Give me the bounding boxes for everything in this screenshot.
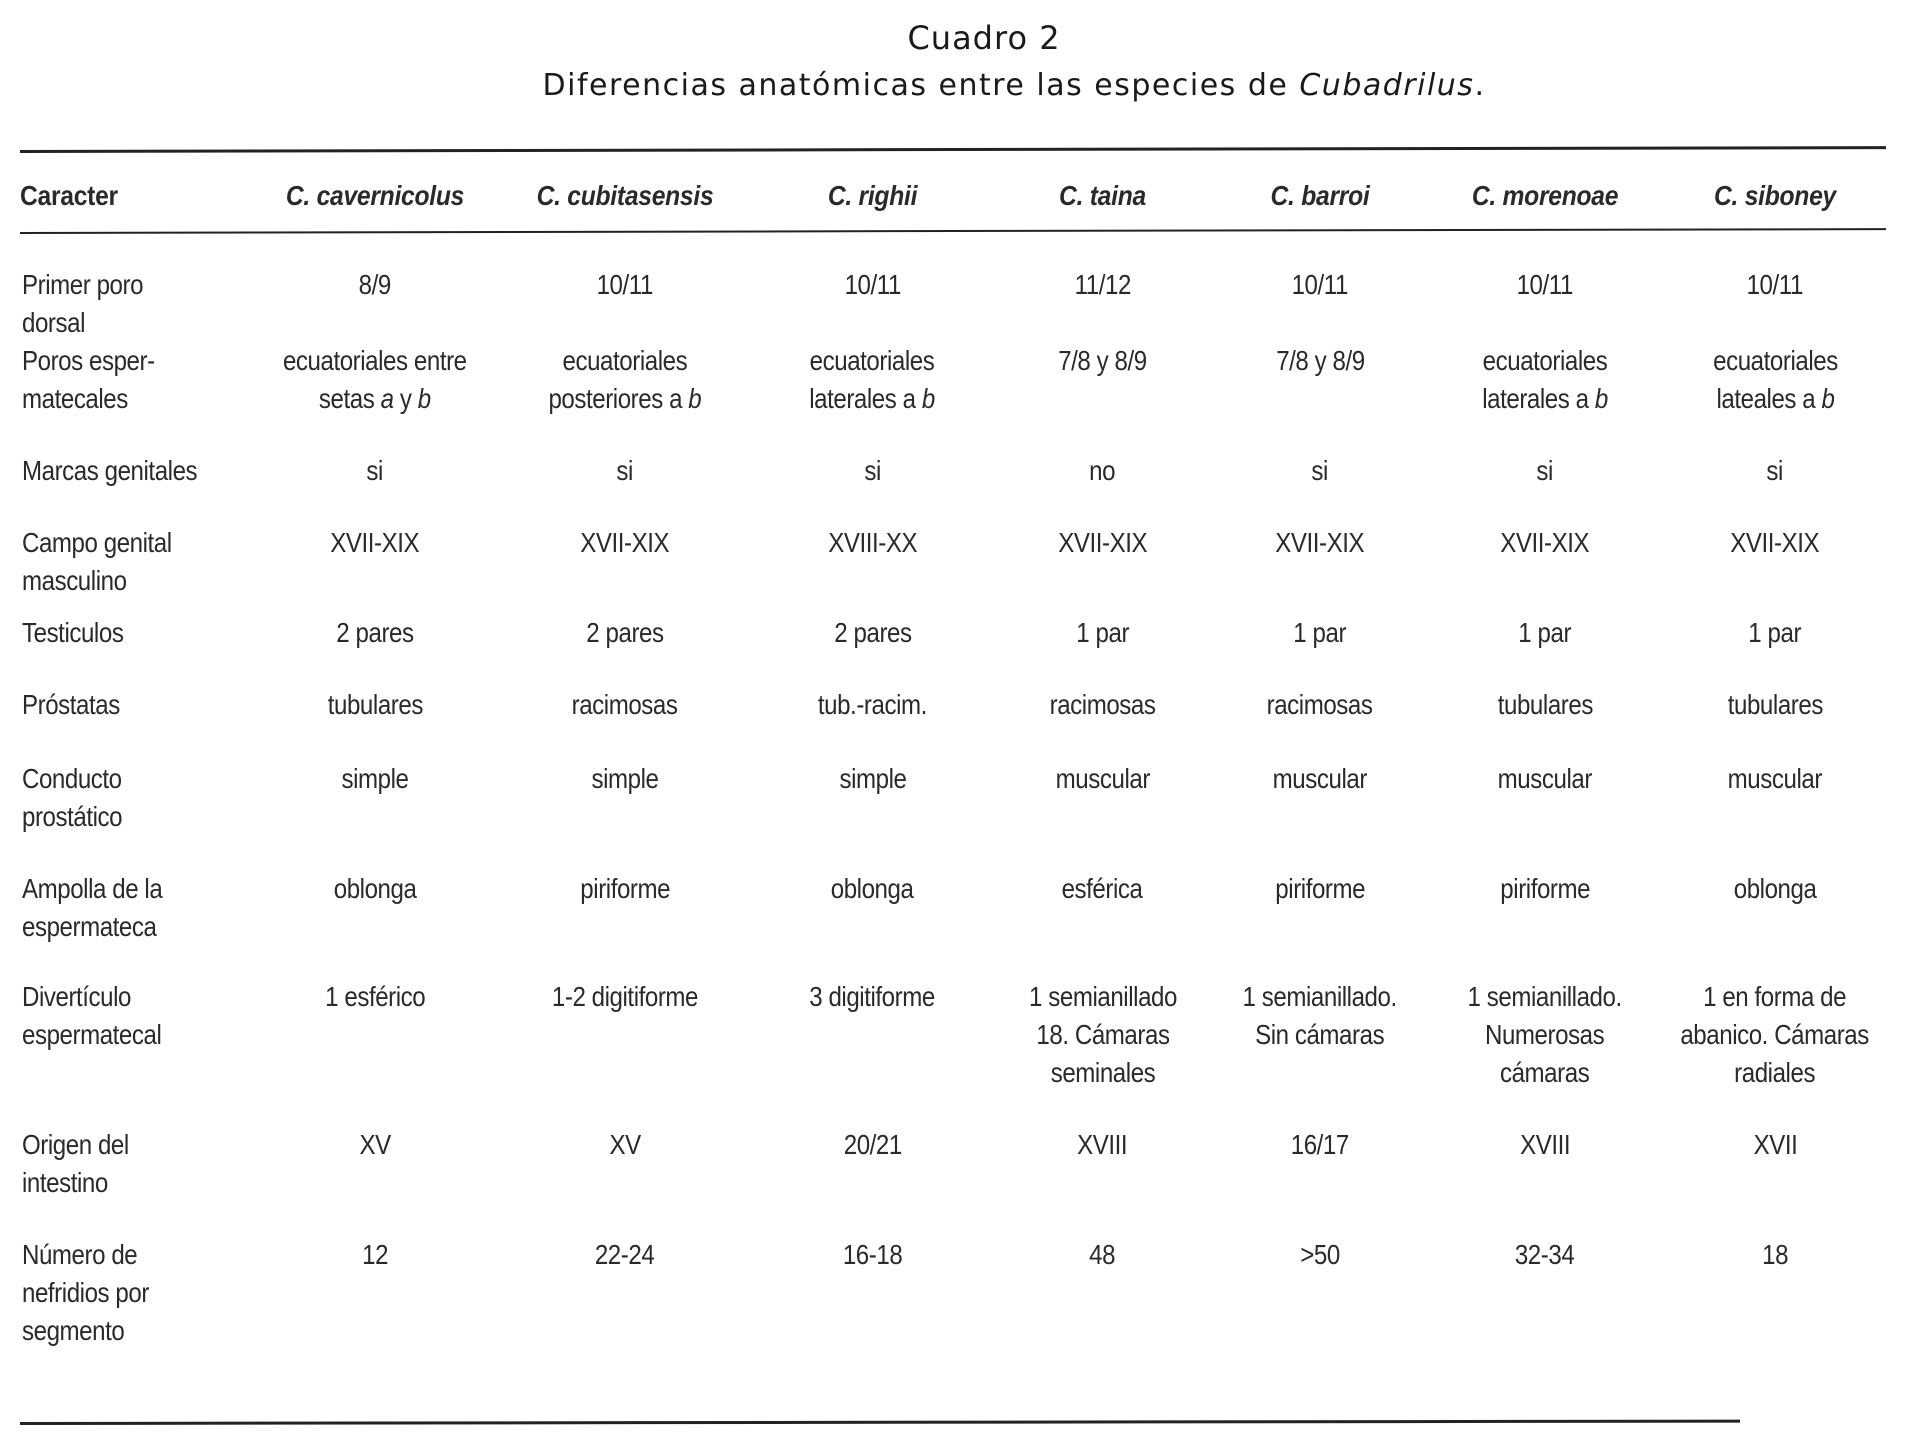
cell-text: si bbox=[616, 455, 634, 486]
table-cell bbox=[750, 978, 995, 1126]
cell-text: 20/21 bbox=[843, 1129, 902, 1160]
cell-text: XVII-XIX bbox=[1058, 527, 1147, 558]
cell-text: esférica bbox=[1062, 873, 1143, 904]
table-cell bbox=[995, 760, 1210, 870]
cell-text: tubulares bbox=[327, 689, 423, 720]
table-cell bbox=[750, 1126, 995, 1236]
cell-text: 48 bbox=[1089, 1239, 1116, 1270]
row-label bbox=[20, 760, 250, 870]
table-cell bbox=[1210, 452, 1430, 524]
table-row bbox=[20, 1126, 1890, 1236]
row-label-text: Campo genital masculino bbox=[22, 527, 172, 596]
table-cell bbox=[995, 524, 1210, 614]
cell-text: tub.-racim. bbox=[817, 689, 928, 720]
table-cell bbox=[995, 686, 1210, 760]
subtitle-genus: Cubadrilus bbox=[1299, 68, 1475, 103]
header-species: C. siboney bbox=[1714, 180, 1836, 211]
cell-text: ecuatoriales posteriores a b bbox=[548, 345, 702, 414]
table-cell bbox=[1210, 342, 1430, 452]
table-cell bbox=[250, 870, 500, 978]
table-row bbox=[20, 760, 1890, 870]
table-cell bbox=[250, 1236, 500, 1354]
table-cell bbox=[750, 524, 995, 614]
table-cell bbox=[750, 760, 995, 870]
table-cell bbox=[500, 524, 750, 614]
cell-text: simple bbox=[591, 763, 659, 794]
cell-text: 22-24 bbox=[595, 1239, 655, 1270]
table-cell bbox=[500, 686, 750, 760]
table-cell bbox=[1660, 870, 1890, 978]
row-label bbox=[20, 614, 250, 686]
cell-text: 16-18 bbox=[842, 1239, 903, 1270]
cell-text: tubulares bbox=[1497, 689, 1593, 720]
table-cell bbox=[250, 978, 500, 1126]
table-cell bbox=[1210, 870, 1430, 978]
table-cell bbox=[1660, 524, 1890, 614]
table-cell bbox=[995, 232, 1210, 342]
row-label bbox=[20, 524, 250, 614]
table-cell bbox=[250, 686, 500, 760]
subtitle-period: . bbox=[1474, 68, 1486, 103]
table-cell bbox=[1210, 232, 1430, 342]
cell-text: 10/11 bbox=[596, 269, 654, 300]
cell-text: oblonga bbox=[831, 873, 914, 904]
table-cell bbox=[500, 232, 750, 342]
cell-text: muscular bbox=[1727, 763, 1823, 794]
header-species: C. righii bbox=[827, 180, 918, 211]
cell-text: piriforme bbox=[1500, 873, 1590, 904]
header-species: C. cavernicolus bbox=[285, 180, 465, 211]
cell-text: 1 par bbox=[1748, 617, 1802, 648]
cell-text: XVII-XIX bbox=[1500, 527, 1590, 558]
table-cell bbox=[500, 342, 750, 452]
table-cell bbox=[750, 870, 995, 978]
cell-text: 2 pares bbox=[833, 617, 912, 648]
table-row bbox=[20, 342, 1890, 452]
table-row bbox=[20, 686, 1890, 760]
table-cell bbox=[750, 232, 995, 342]
table-cell bbox=[995, 978, 1210, 1126]
table-cell bbox=[500, 760, 750, 870]
table-cell bbox=[1660, 342, 1890, 452]
table-cell bbox=[1210, 1236, 1430, 1354]
table-cell bbox=[1430, 232, 1660, 342]
table-cell bbox=[500, 1236, 750, 1354]
cell-text: 11/12 bbox=[1074, 269, 1131, 300]
cell-text: ecuatoriales laterales a b bbox=[1482, 345, 1608, 414]
header-species: C. cubitasensis bbox=[536, 180, 714, 211]
cell-text: simple bbox=[341, 763, 409, 794]
table-cell bbox=[1430, 686, 1660, 760]
table-cell bbox=[750, 614, 995, 686]
table-cell bbox=[1210, 760, 1430, 870]
cell-text: 7/8 y 8/9 bbox=[1058, 345, 1147, 376]
cell-text: XVII bbox=[1753, 1129, 1797, 1160]
table-body bbox=[20, 232, 1890, 1354]
row-label bbox=[20, 452, 250, 524]
table-cell bbox=[750, 452, 995, 524]
cell-text: 1 esférico bbox=[324, 981, 426, 1012]
cell-text: XVII-XIX bbox=[580, 527, 670, 558]
table-cell bbox=[1430, 614, 1660, 686]
table-row bbox=[20, 452, 1890, 524]
table-cell bbox=[1660, 232, 1890, 342]
cell-text: si bbox=[864, 455, 881, 486]
cell-text: XV bbox=[609, 1129, 641, 1160]
table-row bbox=[20, 870, 1890, 978]
table-cell bbox=[500, 614, 750, 686]
table-row bbox=[20, 1236, 1890, 1354]
header-species: C. taina bbox=[1059, 180, 1146, 211]
cell-text: 1 semianillado 18. Cámaras seminales bbox=[1028, 981, 1177, 1088]
table-caption bbox=[0, 18, 1908, 108]
table-cell bbox=[1430, 760, 1660, 870]
table-cell bbox=[1660, 1236, 1890, 1354]
cell-text: muscular bbox=[1272, 763, 1368, 794]
table-cell bbox=[1430, 1236, 1660, 1354]
cell-text: XV bbox=[359, 1129, 391, 1160]
table-cell bbox=[500, 978, 750, 1126]
table-cell bbox=[1430, 978, 1660, 1126]
row-label bbox=[20, 870, 250, 978]
row-label bbox=[20, 1126, 250, 1236]
table-cell bbox=[1660, 978, 1890, 1126]
cell-text: racimosas bbox=[1049, 689, 1156, 720]
cell-text: 2 pares bbox=[586, 617, 664, 648]
table-cell bbox=[995, 342, 1210, 452]
table-cell bbox=[1430, 452, 1660, 524]
cell-text: ecuatoriales laterales a b bbox=[809, 345, 936, 414]
row-label bbox=[20, 342, 250, 452]
header-caracter: Caracter bbox=[20, 180, 118, 211]
cell-text: >50 bbox=[1300, 1239, 1340, 1270]
cell-text: 18 bbox=[1762, 1239, 1788, 1270]
table-cell bbox=[250, 232, 500, 342]
cell-text: ecuatoriales entre setas a y b bbox=[283, 345, 467, 414]
cell-text: tubulares bbox=[1727, 689, 1823, 720]
table-cell bbox=[1660, 760, 1890, 870]
cell-text: XVII-XIX bbox=[330, 527, 420, 558]
row-label-text: Ampolla de la espermateca bbox=[22, 873, 163, 942]
cell-text: oblonga bbox=[1733, 873, 1817, 904]
cell-text: no bbox=[1089, 455, 1116, 486]
row-label-text: Testiculos bbox=[22, 617, 124, 648]
table-cell bbox=[750, 1236, 995, 1354]
table-header-row bbox=[20, 160, 1890, 232]
row-label bbox=[20, 1236, 250, 1354]
cell-text: 1 semianillado. Numerosas cámaras bbox=[1467, 981, 1623, 1088]
row-label bbox=[20, 686, 250, 760]
table-cell bbox=[995, 1236, 1210, 1354]
row-label-text: Número de nefridios por segmento bbox=[22, 1239, 149, 1346]
table-cell bbox=[250, 614, 500, 686]
cell-text: 10/11 bbox=[1746, 269, 1804, 300]
cell-text: 3 digitiforme bbox=[809, 981, 936, 1012]
table-cell bbox=[250, 760, 500, 870]
cell-text: 1 par bbox=[1518, 617, 1572, 648]
cell-text: si bbox=[366, 455, 384, 486]
cell-text: 1 en forma de abanico. Cámaras radiales bbox=[1680, 981, 1870, 1088]
row-label-text: Poros esper- matecales bbox=[22, 345, 155, 414]
cell-text: XVIII-XX bbox=[828, 527, 917, 558]
row-label-text: Divertículo espermatecal bbox=[22, 981, 162, 1050]
table-cell bbox=[1660, 614, 1890, 686]
table-cell bbox=[1210, 978, 1430, 1126]
cell-text: 7/8 y 8/9 bbox=[1275, 345, 1365, 376]
table-cell bbox=[1430, 524, 1660, 614]
cell-text: 12 bbox=[362, 1239, 388, 1270]
header-species: C. morenoae bbox=[1471, 180, 1619, 211]
cell-text: 10/11 bbox=[844, 269, 901, 300]
row-label bbox=[20, 978, 250, 1126]
cell-text: muscular bbox=[1055, 763, 1150, 794]
cell-text: 2 pares bbox=[336, 617, 414, 648]
table-cell bbox=[1660, 1126, 1890, 1236]
table-cell bbox=[1660, 452, 1890, 524]
table-cell bbox=[995, 614, 1210, 686]
row-label-text: Primer poro dorsal bbox=[22, 269, 144, 338]
cell-text: oblonga bbox=[333, 873, 417, 904]
cell-text: 10/11 bbox=[1516, 269, 1574, 300]
table-cell bbox=[1430, 1126, 1660, 1236]
cell-text: 1 semianillado. Sin cámaras bbox=[1242, 981, 1398, 1050]
table-row bbox=[20, 978, 1890, 1126]
cell-text: 32-34 bbox=[1515, 1239, 1575, 1270]
row-label-text: Conducto prostático bbox=[22, 763, 123, 832]
row-label-text: Marcas genitales bbox=[22, 455, 198, 486]
header-species: C. barroi bbox=[1270, 180, 1370, 211]
cell-text: XVII-XIX bbox=[1730, 527, 1820, 558]
table-cell bbox=[500, 452, 750, 524]
cell-text: XVIII bbox=[1519, 1129, 1571, 1160]
table-cell bbox=[1210, 614, 1430, 686]
cell-text: XVIII bbox=[1077, 1129, 1128, 1160]
cell-text: 16/17 bbox=[1290, 1129, 1350, 1160]
table-cell bbox=[750, 342, 995, 452]
cell-text: 1-2 digitiforme bbox=[551, 981, 699, 1012]
table-row bbox=[20, 232, 1890, 342]
cell-text: 8/9 bbox=[358, 269, 392, 300]
cell-text: si bbox=[1536, 455, 1554, 486]
table-cell bbox=[1210, 524, 1430, 614]
table-cell bbox=[250, 524, 500, 614]
table-cell bbox=[1210, 1126, 1430, 1236]
table-cell bbox=[750, 686, 995, 760]
table-row bbox=[20, 614, 1890, 686]
table-cell bbox=[250, 342, 500, 452]
table-cell bbox=[1430, 342, 1660, 452]
cell-text: racimosas bbox=[1267, 689, 1373, 720]
table-top-rule bbox=[20, 146, 1886, 153]
table-cell bbox=[1430, 870, 1660, 978]
cell-text: ecuatoriales lateales a b bbox=[1712, 345, 1838, 414]
subtitle-text: Diferencias anatómicas entre las especies de bbox=[542, 68, 1300, 103]
table-cell bbox=[500, 1126, 750, 1236]
table-cell bbox=[250, 452, 500, 524]
cell-text: piriforme bbox=[580, 873, 670, 904]
table-cell bbox=[500, 870, 750, 978]
table-cell bbox=[250, 1126, 500, 1236]
table-title: Cuadro 2 bbox=[907, 19, 1061, 57]
cell-text: racimosas bbox=[572, 689, 678, 720]
table-cell bbox=[1210, 686, 1430, 760]
comparison-table bbox=[20, 160, 1890, 1354]
cell-text: 1 par bbox=[1076, 617, 1129, 648]
table-cell bbox=[995, 1126, 1210, 1236]
cell-text: muscular bbox=[1497, 763, 1593, 794]
cell-text: si bbox=[1311, 455, 1329, 486]
cell-text: XVII-XIX bbox=[1275, 527, 1365, 558]
cell-text: 1 par bbox=[1293, 617, 1347, 648]
table-cell bbox=[995, 452, 1210, 524]
row-label-text: Próstatas bbox=[22, 689, 120, 720]
cell-text: 10/11 bbox=[1291, 269, 1349, 300]
cell-text: piriforme bbox=[1275, 873, 1365, 904]
row-label bbox=[20, 232, 250, 342]
cell-text: simple bbox=[838, 763, 906, 794]
table-row bbox=[20, 524, 1890, 614]
table-cell bbox=[995, 870, 1210, 978]
row-label-text: Origen del intestino bbox=[22, 1129, 129, 1198]
table-bottom-rule bbox=[20, 1420, 1740, 1425]
table-cell bbox=[1660, 686, 1890, 760]
table-subtitle bbox=[120, 64, 1908, 108]
cell-text: si bbox=[1766, 455, 1784, 486]
